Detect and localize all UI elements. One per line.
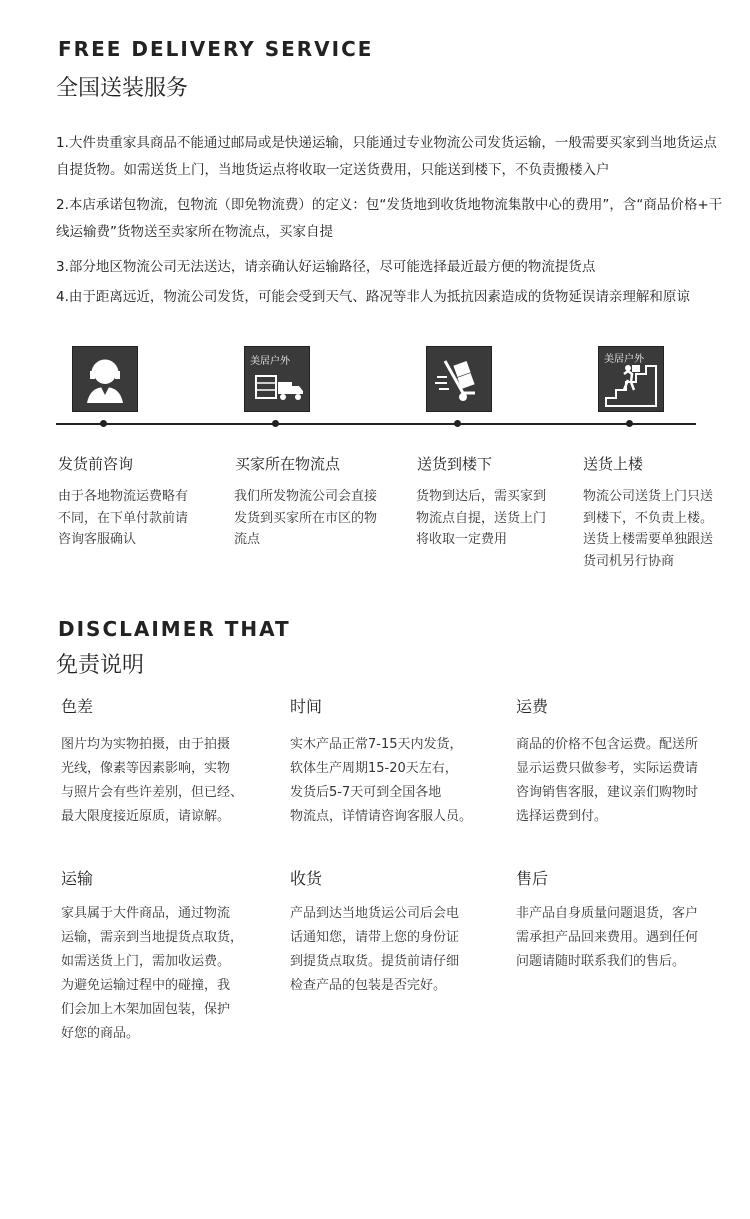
notice-item: 3.部分地区物流公司无法送达，请亲确认好运输路径，尽可能选择最近最方便的物流提货点	[56, 259, 596, 275]
disclaimer-title-cn: 免责说明	[56, 653, 145, 678]
desc-line: 话通知您，请带上您的身份证	[290, 930, 460, 945]
desc-line: 显示运费只做参考，实际运费请	[516, 761, 699, 776]
step-desc: 货物到达后，需买家到物流点自提，送货上门将收取一定费用	[416, 489, 547, 547]
step-desc: 由于各地物流运费略有不同，在下单付款前请咨询客服确认	[58, 489, 189, 547]
desc-line: 到提货点取货。提货前请仔细	[290, 954, 460, 969]
desc-line: 问题请随时联系我们的售后。	[516, 954, 686, 969]
disclaimer-item-desc	[516, 902, 741, 974]
desc-line: 家具属于大件商品，通过物流	[61, 906, 231, 921]
step-title: 买家所在物流点	[235, 455, 341, 473]
disclaimer-item-desc	[61, 902, 266, 1046]
delivery-title-en: FREE DELIVERY SERVICE	[58, 37, 374, 61]
disclaimer-item-title: 色差	[61, 697, 94, 716]
truck-warehouse-icon	[244, 346, 310, 412]
desc-line: 光线，像素等因素影响，实物	[61, 761, 231, 776]
desc-line: 发货后5-7天可到全国各地	[290, 785, 442, 800]
desc-line: 非产品自身质量问题退货，客户	[516, 906, 699, 921]
desc-line: 好您的商品。	[61, 1026, 140, 1041]
delivery-title-cn: 全国送装服务	[56, 76, 189, 101]
timeline-dot	[100, 420, 107, 427]
notice-item: 2.本店承诺包物流，包物流（即免物流费）的定义：包“发货地到收货地物流集散中心的费用”，含“商品价格+干线运输费”货物送至卖家所在物流点，买家自提	[56, 197, 723, 240]
desc-line: 如需送货上门，需加收运费。	[61, 954, 231, 969]
truck-icon-text: 美居户外	[250, 356, 290, 367]
desc-line: 商品的价格不包含运费。配送所	[516, 737, 699, 752]
disclaimer-item-desc	[290, 733, 500, 829]
disclaimer-item-title: 收货	[290, 869, 323, 888]
step-desc: 我们所发物流公司会直接发货到买家所在市区的物流点	[234, 489, 378, 547]
hand-truck-icon	[426, 346, 492, 412]
notice-item: 4.由于距离远近，物流公司发货，可能会受到天气、路况等非人为抵抗因素造成的货物延误请亲理解和原谅	[56, 289, 690, 305]
desc-line: 为避免运输过程中的碰撞，我	[61, 978, 231, 993]
disclaimer-title-en: DISCLAIMER THAT	[58, 617, 291, 641]
desc-line: 选择运费到付。	[516, 809, 608, 824]
step-desc: 物流公司送货上门只送到楼下，不负责上楼。送货上楼需要单独跟送货司机另行协商	[583, 489, 714, 569]
stairs-delivery-icon	[598, 346, 664, 412]
desc-line: 最大限度接近原质，请谅解。	[61, 809, 231, 824]
disclaimer-item-desc	[61, 733, 266, 829]
notice-list	[56, 130, 726, 311]
stairs-icon-text: 美居户外	[604, 354, 644, 365]
desc-line: 检查产品的包装是否完好。	[290, 978, 447, 993]
timeline-dot	[626, 420, 633, 427]
timeline-dot	[272, 420, 279, 427]
disclaimer-item-desc	[516, 733, 741, 829]
step-title: 发货前咨询	[58, 455, 134, 473]
desc-line: 实木产品正常7-15天内发货，	[290, 737, 463, 752]
desc-line: 物流点，详情请咨询客服人员。	[290, 809, 473, 824]
notice-item: 1.大件贵重家具商品不能通过邮局或是快递运输，只能通过专业物流公司发货运输，一般需要买家到当地货运点自提货物。如需送货上门，当地货运点将收取一定送货费用，只能送到楼下，不负责搬楼入户	[56, 135, 717, 178]
desc-line: 与照片会有些许差别，但已经、	[61, 785, 244, 800]
desc-line: 软体生产周期15-20天左右，	[290, 761, 458, 776]
disclaimer-item-title: 时间	[290, 697, 323, 716]
desc-line: 图片均为实物拍摄，由于拍摄	[61, 737, 231, 752]
step-title: 送货上楼	[583, 455, 644, 473]
desc-line: 产品到达当地货运公司后会电	[290, 906, 460, 921]
desc-line: 运输，需亲到当地提货点取货，	[61, 930, 244, 945]
step-title: 送货到楼下	[417, 455, 493, 473]
timeline-dot	[454, 420, 461, 427]
customer-service-icon	[72, 346, 138, 412]
timeline-line	[56, 423, 696, 425]
disclaimer-item-title: 运费	[516, 697, 549, 716]
desc-line: 需承担产品回来费用。遇到任何	[516, 930, 699, 945]
disclaimer-item-title: 售后	[516, 869, 549, 888]
disclaimer-item-title: 运输	[61, 869, 94, 888]
desc-line: 咨询销售客服，建议亲们购物时	[516, 785, 699, 800]
desc-line: 们会加上木架加固包装，保护	[61, 1002, 231, 1017]
disclaimer-item-desc	[290, 902, 500, 998]
